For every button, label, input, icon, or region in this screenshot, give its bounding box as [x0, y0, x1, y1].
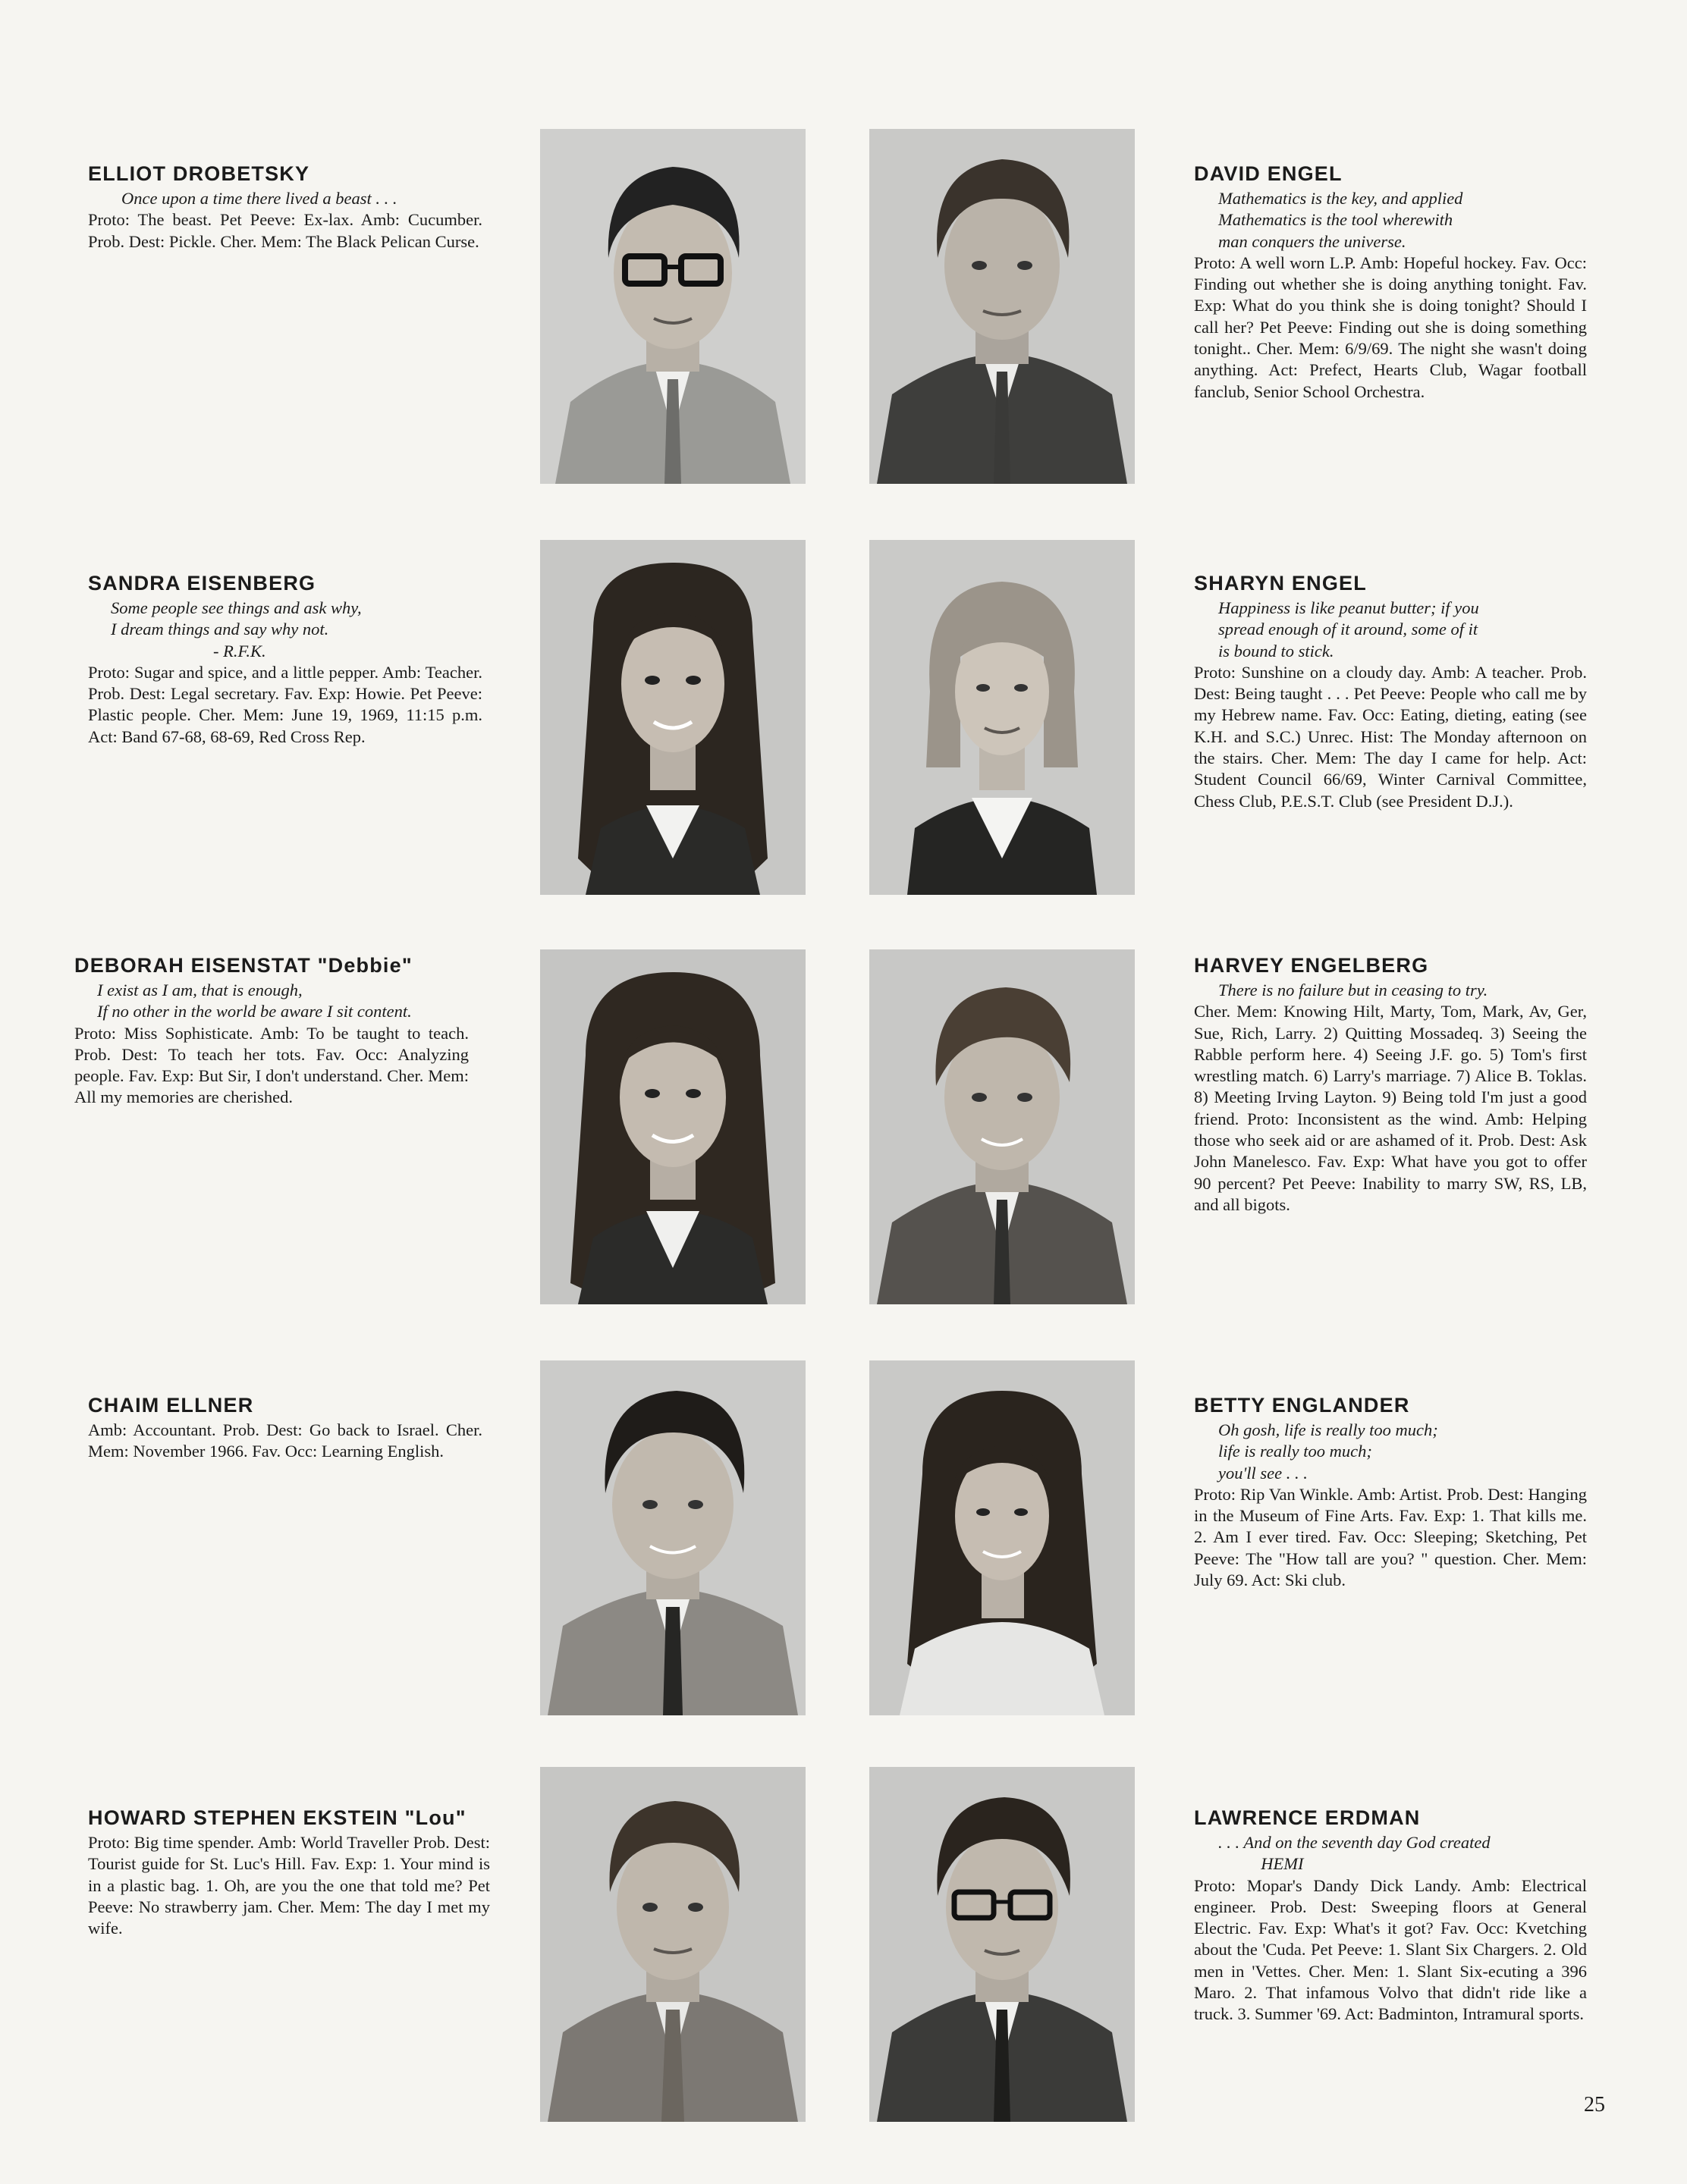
student-name: SHARYN ENGEL: [1194, 572, 1367, 595]
student-bio: Proto: The beast. Pet Peeve: Ex-lax. Amb: Cucumber. Prob. Dest: Pickle. Cher. Mem: The Black Pelican Curse.: [88, 210, 482, 251]
portrait-female-long-hair-icon: [540, 540, 806, 895]
entry-sharyn-engel: [1194, 570, 1587, 812]
student-name: BETTY ENGLANDER: [1194, 1394, 1410, 1417]
portrait-male-glasses-icon: [540, 129, 806, 484]
student-bio: Proto: Mopar's Dandy Dick Landy. Amb: Electrical engineer. Prob. Dest: Sweeping floors at General Electric. Fav. Exp: What's it got? Fav. Occ: Kvetching about the 'Cuda. Pet Peeve: 1. Slant Six Chargers. 2. Old men in 'Vettes. Cher. Men: 1. Slant Six-ecuting a 396 Maro. 2. That infamous Volvo that didn't ride like a truck. 3. Summer '69. Act: Badminton, Intramural sports.: [1194, 1875, 1587, 2024]
student-name: CHAIM ELLNER: [88, 1394, 254, 1417]
student-bio: Proto: A well worn L.P. Amb: Hopeful hockey. Fav. Occ: Finding out whether she is doing anything tonight. Fav. Exp: What do you think she is doing tonight? Should I call her? Pet Peeve: Finding out she is doing something tonight.. Cher. Mem: 6/9/69. The night she wasn't doing anything. Act: Prefect, Hearts Club, Wagar football fanclub, Senior School Orchestra.: [1194, 253, 1587, 401]
portrait-photo-chaim-ellner: [540, 1360, 806, 1715]
entry-harvey-engelberg: [1194, 952, 1587, 1216]
student-bio: Proto: Sugar and spice, and a little pepper. Amb: Teacher. Prob. Dest: Legal secretary. Fav. Exp: Howie. Pet Peeve: Plastic people. Cher. Mem: June 19, 1969, 11:15 p.m. Act: Band 67-68, 68-69, Red Cross Rep.: [88, 662, 482, 746]
student-bio: Proto: Sunshine on a cloudy day. Amb: A teacher. Prob. Dest: Being taught . . . Pet Peeve: People who call me by my Hebrew name. Fav. Occ: Eating, dieting, eating (see K.H. and S.C.) Unrec. Hist: The Monday afternoon on the stairs. Cher. Mem: The day I came for help. Act: Student Council 66/69, Winter Carnival Committee, Chess Club, P.E.S.T. Club (see President D.J.).: [1194, 662, 1587, 811]
portrait-photo-elliot-drobetsky: [540, 129, 806, 484]
portrait-female-long-hair-icon: [540, 949, 806, 1304]
student-name: HARVEY ENGELBERG: [1194, 954, 1429, 977]
portrait-photo-howard-stephen-ekstein: [540, 1767, 806, 2122]
entry-sandra-eisenberg: [88, 570, 482, 748]
student-bio: Amb: Accountant. Prob. Dest: Go back to Israel. Cher. Mem: November 1966. Fav. Occ: Learning English.: [88, 1420, 482, 1461]
student-name: SANDRA EISENBERG: [88, 572, 316, 595]
student-bio: Proto: Miss Sophisticate. Amb: To be taught to teach. Prob. Dest: To teach her tots. Fav. Occ: Analyzing people. Fav. Exp: But Sir, I don't understand. Cher. Mem: All my memories are cherished.: [74, 1023, 469, 1107]
entry-lawrence-erdman: [1194, 1805, 1587, 2026]
portrait-male-icon: [540, 1767, 806, 2122]
portrait-photo-sharyn-engel: [869, 540, 1135, 895]
portrait-male-icon: [869, 129, 1135, 484]
student-quote: Oh gosh, life is really too much; life is really too much; you'll see . . .: [1218, 1420, 1438, 1483]
student-quote: Some people see things and ask why, I dream things and say why not. - R.F.K.: [111, 598, 362, 661]
student-quote: Mathematics is the key, and applied Mathematics is the tool wherewith man conquers the universe.: [1218, 189, 1463, 251]
portrait-photo-sandra-eisenberg: [540, 540, 806, 895]
portrait-male-glasses-icon: [869, 1767, 1135, 2122]
student-quote: Once upon a time there lived a beast . . .: [121, 189, 397, 208]
entry-elliot-drobetsky: [88, 161, 482, 253]
student-name: LAWRENCE ERDMAN: [1194, 1806, 1421, 1829]
portrait-photo-deborah-eisenstat: [540, 949, 806, 1304]
student-bio: Proto: Rip Van Winkle. Amb: Artist. Prob. Dest: Hanging in the Museum of Fine Arts. Fav. Exp: 1. That kills me. 2. Am I ever tired. Fav. Occ: Sleeping; Sketching, Pet Peeve: The "How tall are you? " question. Cher. Mem: July 69. Act: Ski club.: [1194, 1484, 1587, 1590]
student-name: DEBORAH EISENSTAT "Debbie": [74, 954, 413, 977]
portrait-female-bob-hair-icon: [869, 540, 1135, 895]
student-name: DAVID ENGEL: [1194, 162, 1343, 185]
page-number: 25: [1584, 2093, 1605, 2117]
entry-chaim-ellner: [88, 1392, 482, 1463]
student-quote: Happiness is like peanut butter; if you spread enough of it around, some of it is bound to stick.: [1218, 598, 1479, 661]
portrait-photo-betty-englander: [869, 1360, 1135, 1715]
student-quote: There is no failure but in ceasing to try.: [1218, 981, 1488, 999]
portrait-photo-harvey-engelberg: [869, 949, 1135, 1304]
portrait-male-icon: [540, 1360, 806, 1715]
portrait-photo-lawrence-erdman: [869, 1767, 1135, 2122]
portrait-male-icon: [869, 949, 1135, 1304]
student-name: HOWARD STEPHEN EKSTEIN "Lou": [88, 1806, 467, 1829]
portrait-photo-david-engel: [869, 129, 1135, 484]
student-name: ELLIOT DROBETSKY: [88, 162, 310, 185]
entry-deborah-eisenstat: [74, 952, 469, 1109]
portrait-female-long-hair-icon: [869, 1360, 1135, 1715]
student-bio: Proto: Big time spender. Amb: World Traveller Prob. Dest: Tourist guide for St. Luc's Hill. Fav. Exp: 1. Your mind is in a plastic bag. 1. Oh, are you the one that told me? Pet Peeve: No strawberry jam. Cher. Mem: The day I met my wife.: [88, 1833, 490, 1938]
entry-david-engel: [1194, 161, 1587, 403]
student-quote: I exist as I am, that is enough, If no other in the world be aware I sit content.: [97, 981, 412, 1021]
student-bio: Cher. Mem: Knowing Hilt, Marty, Tom, Mark, Av, Ger, Sue, Rich, Larry. 2) Quitting Mossadeq. 3) Seeing the Rabble perform here. 4) Seeing J.F. go. 5) Tom's first wrestling match. 6) Larry's marriage. 7) Alice B. Toklas. 8) Meeting Irving Layton. 9) Being told I'm just a good friend. Proto: Inconsistent as the wind. Amb: Helping those who seek aid or are ashamed of it. Prob. Dest: Ask John Manelesco. Fav. Exp: What have you got to offer 90 percent? Pet Peeve: Inability to marry SW, RS, LB, and all bigots.: [1194, 1002, 1587, 1214]
entry-howard-stephen-ekstein: [88, 1805, 490, 1939]
entry-betty-englander: [1194, 1392, 1587, 1591]
student-quote: . . . And on the seventh day God created HEMI: [1218, 1833, 1491, 1874]
